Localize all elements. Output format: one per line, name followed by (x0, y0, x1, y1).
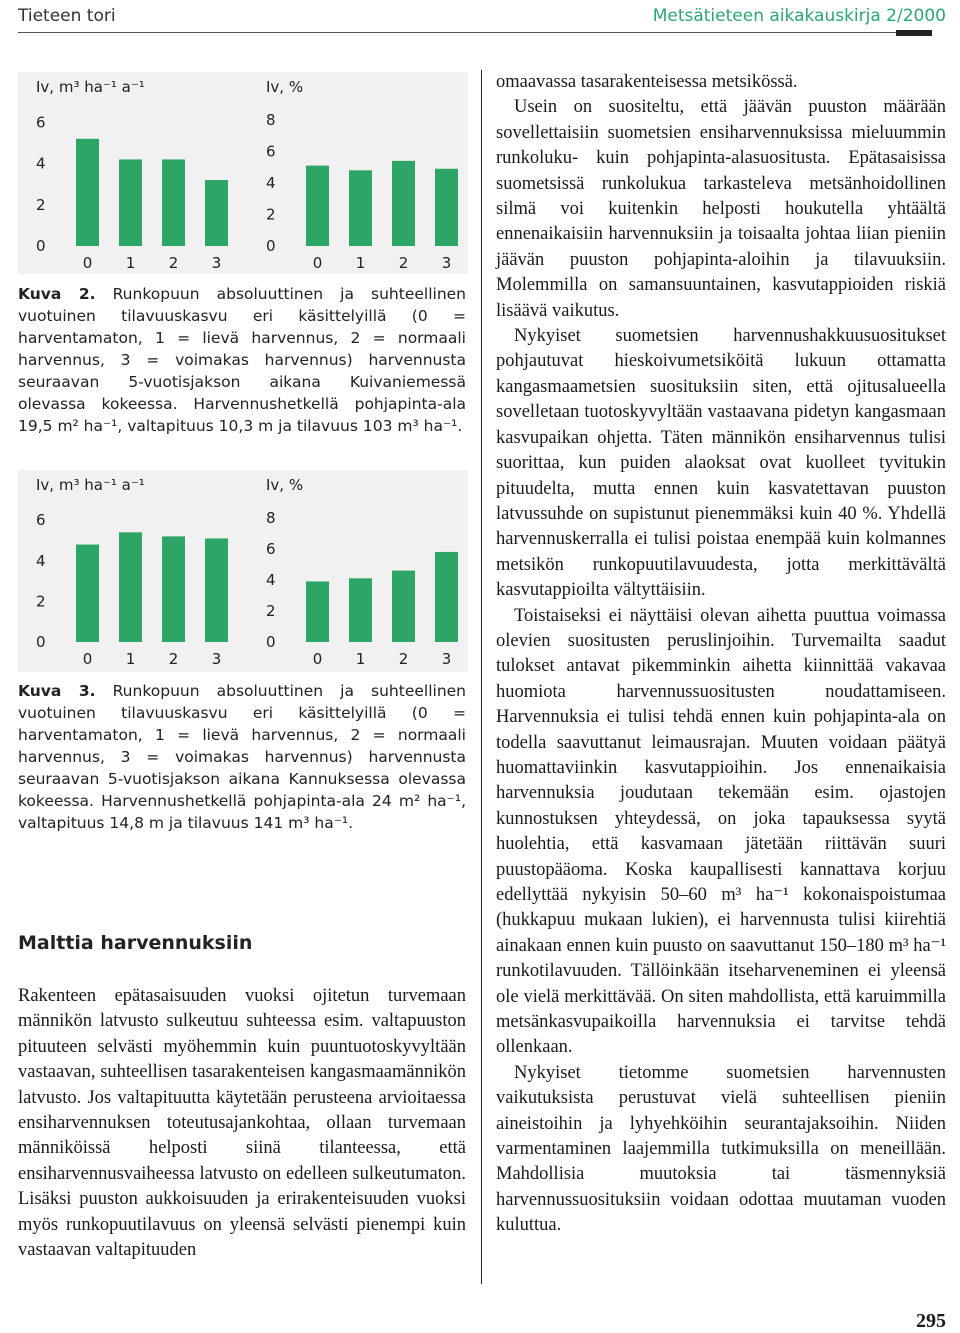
x-tick-label: 3 (441, 254, 452, 272)
right-paragraph-continuation: omaavassa tasarakenteisessa metsikössä. (496, 72, 798, 92)
right-paragraph: Nykyiset tietomme suometsien harvennusten vaikutuksista perustuvat vielä suhteellisen pieniin aineistoihin ja lyhyehköihin seurantajaksoihin. Niiden varmentaminen laajemmilla tutkimuksilla on meneillään. Mahdollisia muutoksia tai täsmennyksiä harvennussuosituksiin voidaan odottaa muutaman vuoden kuluttua. (496, 1062, 946, 1236)
figure-2-svg (18, 72, 468, 274)
bar (162, 159, 185, 246)
x-tick-label: 2 (168, 650, 179, 668)
right-column-text (496, 70, 946, 1239)
bar (306, 166, 329, 246)
y-tick-label: 2 (36, 592, 46, 611)
x-tick-label: 1 (355, 254, 366, 272)
x-tick-label: 1 (355, 650, 366, 668)
y-tick-label: 0 (36, 633, 46, 651)
y-tick-label: 8 (266, 508, 276, 527)
y-tick-label: 6 (36, 511, 46, 530)
y-tick-label: 8 (266, 110, 276, 129)
figure-3-panel-absolute (36, 476, 228, 668)
section-heading: Malttia harvennuksiin (18, 932, 253, 954)
y-axis-label: Iv, % (266, 476, 304, 494)
x-tick-label: 1 (125, 650, 136, 668)
figure-3-panel-relative (266, 476, 458, 668)
y-axis-label: Iv, % (266, 78, 304, 96)
y-tick-label: 4 (36, 551, 46, 570)
figure-3-caption (18, 680, 466, 834)
x-tick-label: 3 (211, 650, 222, 668)
x-tick-label: 2 (398, 254, 409, 272)
x-tick-label: 1 (125, 254, 136, 272)
header-journal-name: Metsätieteen aikakauskirja 2/2000 (652, 6, 946, 26)
y-tick-label: 2 (36, 195, 46, 214)
figure-2-charts (18, 72, 468, 274)
left-column-text (18, 984, 466, 1263)
figure-2-label: Kuva 2. (18, 285, 96, 303)
y-tick-label: 6 (36, 113, 46, 132)
bar (306, 581, 329, 642)
column-divider (481, 70, 482, 1284)
y-tick-label: 2 (266, 205, 276, 224)
x-tick-label: 3 (211, 254, 222, 272)
bar (205, 180, 228, 246)
figure-2-caption-text: Runkopuun absoluuttinen ja suhteellinen vuotuinen tilavuuskasvu eri käsittelyillä (0 = harventamaton, 1 = lievä harvennus, 2 = normaali harvennus, 3 = voimakas harvennus) harvennusta seuraavan 5-vuotisjakson aikana Kuivaniemessä olevassa kokeessa. Harvennushetkellä pohjapinta-ala 19,5 m² ha⁻¹, valtapituus 10,3 m ja tilavuus 103 m³ ha⁻¹. (18, 285, 466, 435)
figure-3-charts (18, 470, 468, 672)
bar (119, 532, 142, 642)
bar (392, 161, 415, 246)
figure-2-panel-absolute (36, 78, 228, 272)
y-tick-label: 4 (266, 570, 276, 589)
y-tick-label: 0 (266, 237, 276, 255)
bar (162, 536, 185, 642)
x-tick-label: 0 (312, 254, 323, 272)
x-tick-label: 0 (312, 650, 323, 668)
page-number: 295 (916, 1310, 946, 1332)
header-rule (18, 32, 932, 33)
header-tab-marker (896, 30, 932, 36)
y-tick-label: 4 (36, 154, 46, 173)
figure-3-label: Kuva 3. (18, 682, 96, 700)
bar (435, 552, 458, 642)
x-tick-label: 2 (398, 650, 409, 668)
bar (76, 545, 99, 642)
bar (392, 571, 415, 642)
bar (435, 169, 458, 246)
y-tick-label: 4 (266, 173, 276, 192)
left-paragraph: Rakenteen epätasaisuuden vuoksi ojitetun turvemaan männikön latvusto sulkeutuu suhteessa esim. valtapuuston pituuteen selvästi myöhemmin kuin puuntuotoskyvyltään vastaavan, suhteellisen tasarakenteisen kangasmaamännikön latvusto. Jos valtapituutta käytetään perusteena arvioitaessa ensiharvennuksen toteutusajankohtaa, ollaan turvemaan männiköissä helposti siinä tilanteessa, että ensiharvennusvaiheessa latvusto on edelleen sulkeutumaton. Lisäksi puuston aukkoisuuden ja erirakenteisuuden vuoksi myös runkopuutilavuus on yleensä selvästi pienempi kuin vastaavan valtapituuden (18, 986, 466, 1261)
bar (205, 538, 228, 642)
figure-2-caption (18, 283, 466, 437)
figure-3-svg (18, 470, 468, 672)
y-tick-label: 6 (266, 539, 276, 558)
figure-3-caption-text: Runkopuun absoluuttinen ja suhteellinen vuotuinen tilavuuskasvu eri käsittelyillä (0 = harventamaton, 1 = lievä harvennus, 2 = normaali harvennus, 3 = voimakas harvennus) harvennusta seuraavan 5-vuotisjakson aikana Kannuksessa olevassa kokeessa. Harvennushetkellä pohjapinta-ala 24 m² ha⁻¹, valtapituus 14,8 m ja tilavuus 141 m³ ha⁻¹. (18, 682, 466, 832)
y-tick-label: 2 (266, 601, 276, 620)
x-tick-label: 3 (441, 650, 452, 668)
right-paragraph: Nykyiset suometsien harvennushakkuusuositukset pohjautuvat hieskoivumetsiköitä lukuun ottamatta kangasmaametsien suosituksiin siten, että ojitusalueella sovelletaan tuotoskyvyltään vastaavana pidetyn kangasmaan kasvupaikan ohjetta. Täten männikön ensiharvennus tulisi suorittaa, kun puiden alaoksat ovat kuolleet tyvitukin pituudelta, mutta ennen kuin kasvatettavan puuston latvussuhde on supistunut pienemmäksi kuin 40 %. Yhdellä harvennuskerralla ei tulisi poistaa enempää kuin kolmannes metsikön runkopuutilavuudesta, jotta merkittävältä kasvutappioilta vältyttäisiin. (496, 326, 946, 601)
x-tick-label: 0 (82, 254, 93, 272)
y-axis-label: Iv, m³ ha⁻¹ a⁻¹ (36, 476, 145, 494)
y-tick-label: 6 (266, 142, 276, 161)
bar (119, 159, 142, 246)
bar (76, 139, 99, 246)
bar (349, 578, 372, 642)
header-section-name: Tieteen tori (18, 6, 116, 26)
right-paragraph: Usein on suositeltu, että jäävän puuston määrään sovellettaisiin suometsien ensiharvennuksissa mieluummin runkoluku- kuin pohjapinta-alasuositusta. Epätasaisissa suometsissä runkolukua tarkasteleva metsänhoidollinen silmä voi kuitenkin helposti houkutella yhtäältä ennenaikaisiin harvennuksiin ja toisaalta johtaa liian pieniin jäävän puuston pohjapinta-aloihin ja tilavuuksiin. Molemmilla on samansuuntainen, kasvutappioiden riskiä lisäävä vaikutus. (496, 97, 946, 321)
x-tick-label: 0 (82, 650, 93, 668)
running-header (0, 0, 960, 40)
x-tick-label: 2 (168, 254, 179, 272)
right-paragraph: Toistaiseksi ei näyttäisi olevan aihetta puuttua voimassa olevien suositusten peruslinjoihin. Turvemailta saadut tulokset antavat pikemminkin aihetta kiinnittää vakavaa huomiota harvennussuositusten noudattamiseen. Harvennuksia ei tulisi tehdä ennen kuin pohjapinta-ala on todella saavuttanut leimausrajan. Muuten voidaan päätyä huomattaviinkin kasvutappioihin. Jos ennenaikaisia harvennuksia joudutaan tekemään esim. ojastojen kunnostuksen yhteydessä, on joka tapauksessa syytä huolehtia, että kasvamaan jätetään riittävän suuri puustopääoma. Koska kaupallisesti kannattava korjuu edellyttää nykyisin 50–60 m³ ha⁻¹ kokonaispoistumaa (hukkapuu mukaan lukien), ei harvennusta tulisi kiirehtiä ainakaan ennen kuin puusto on saavuttanut 150–180 m³ ha⁻¹ runkotilavuuden. Tällöinkään itseharveneminen ei yleensä ole vielä merkittävää. On siten mahdollista, että karuimmilla metsänkasvupaikoilla harvennuksia ei tarvitse tehdä ollenkaan. (496, 605, 946, 1058)
figure-2-panel-relative (266, 78, 458, 272)
bar (349, 170, 372, 246)
y-tick-label: 0 (36, 237, 46, 255)
y-tick-label: 0 (266, 633, 276, 651)
y-axis-label: Iv, m³ ha⁻¹ a⁻¹ (36, 78, 145, 96)
